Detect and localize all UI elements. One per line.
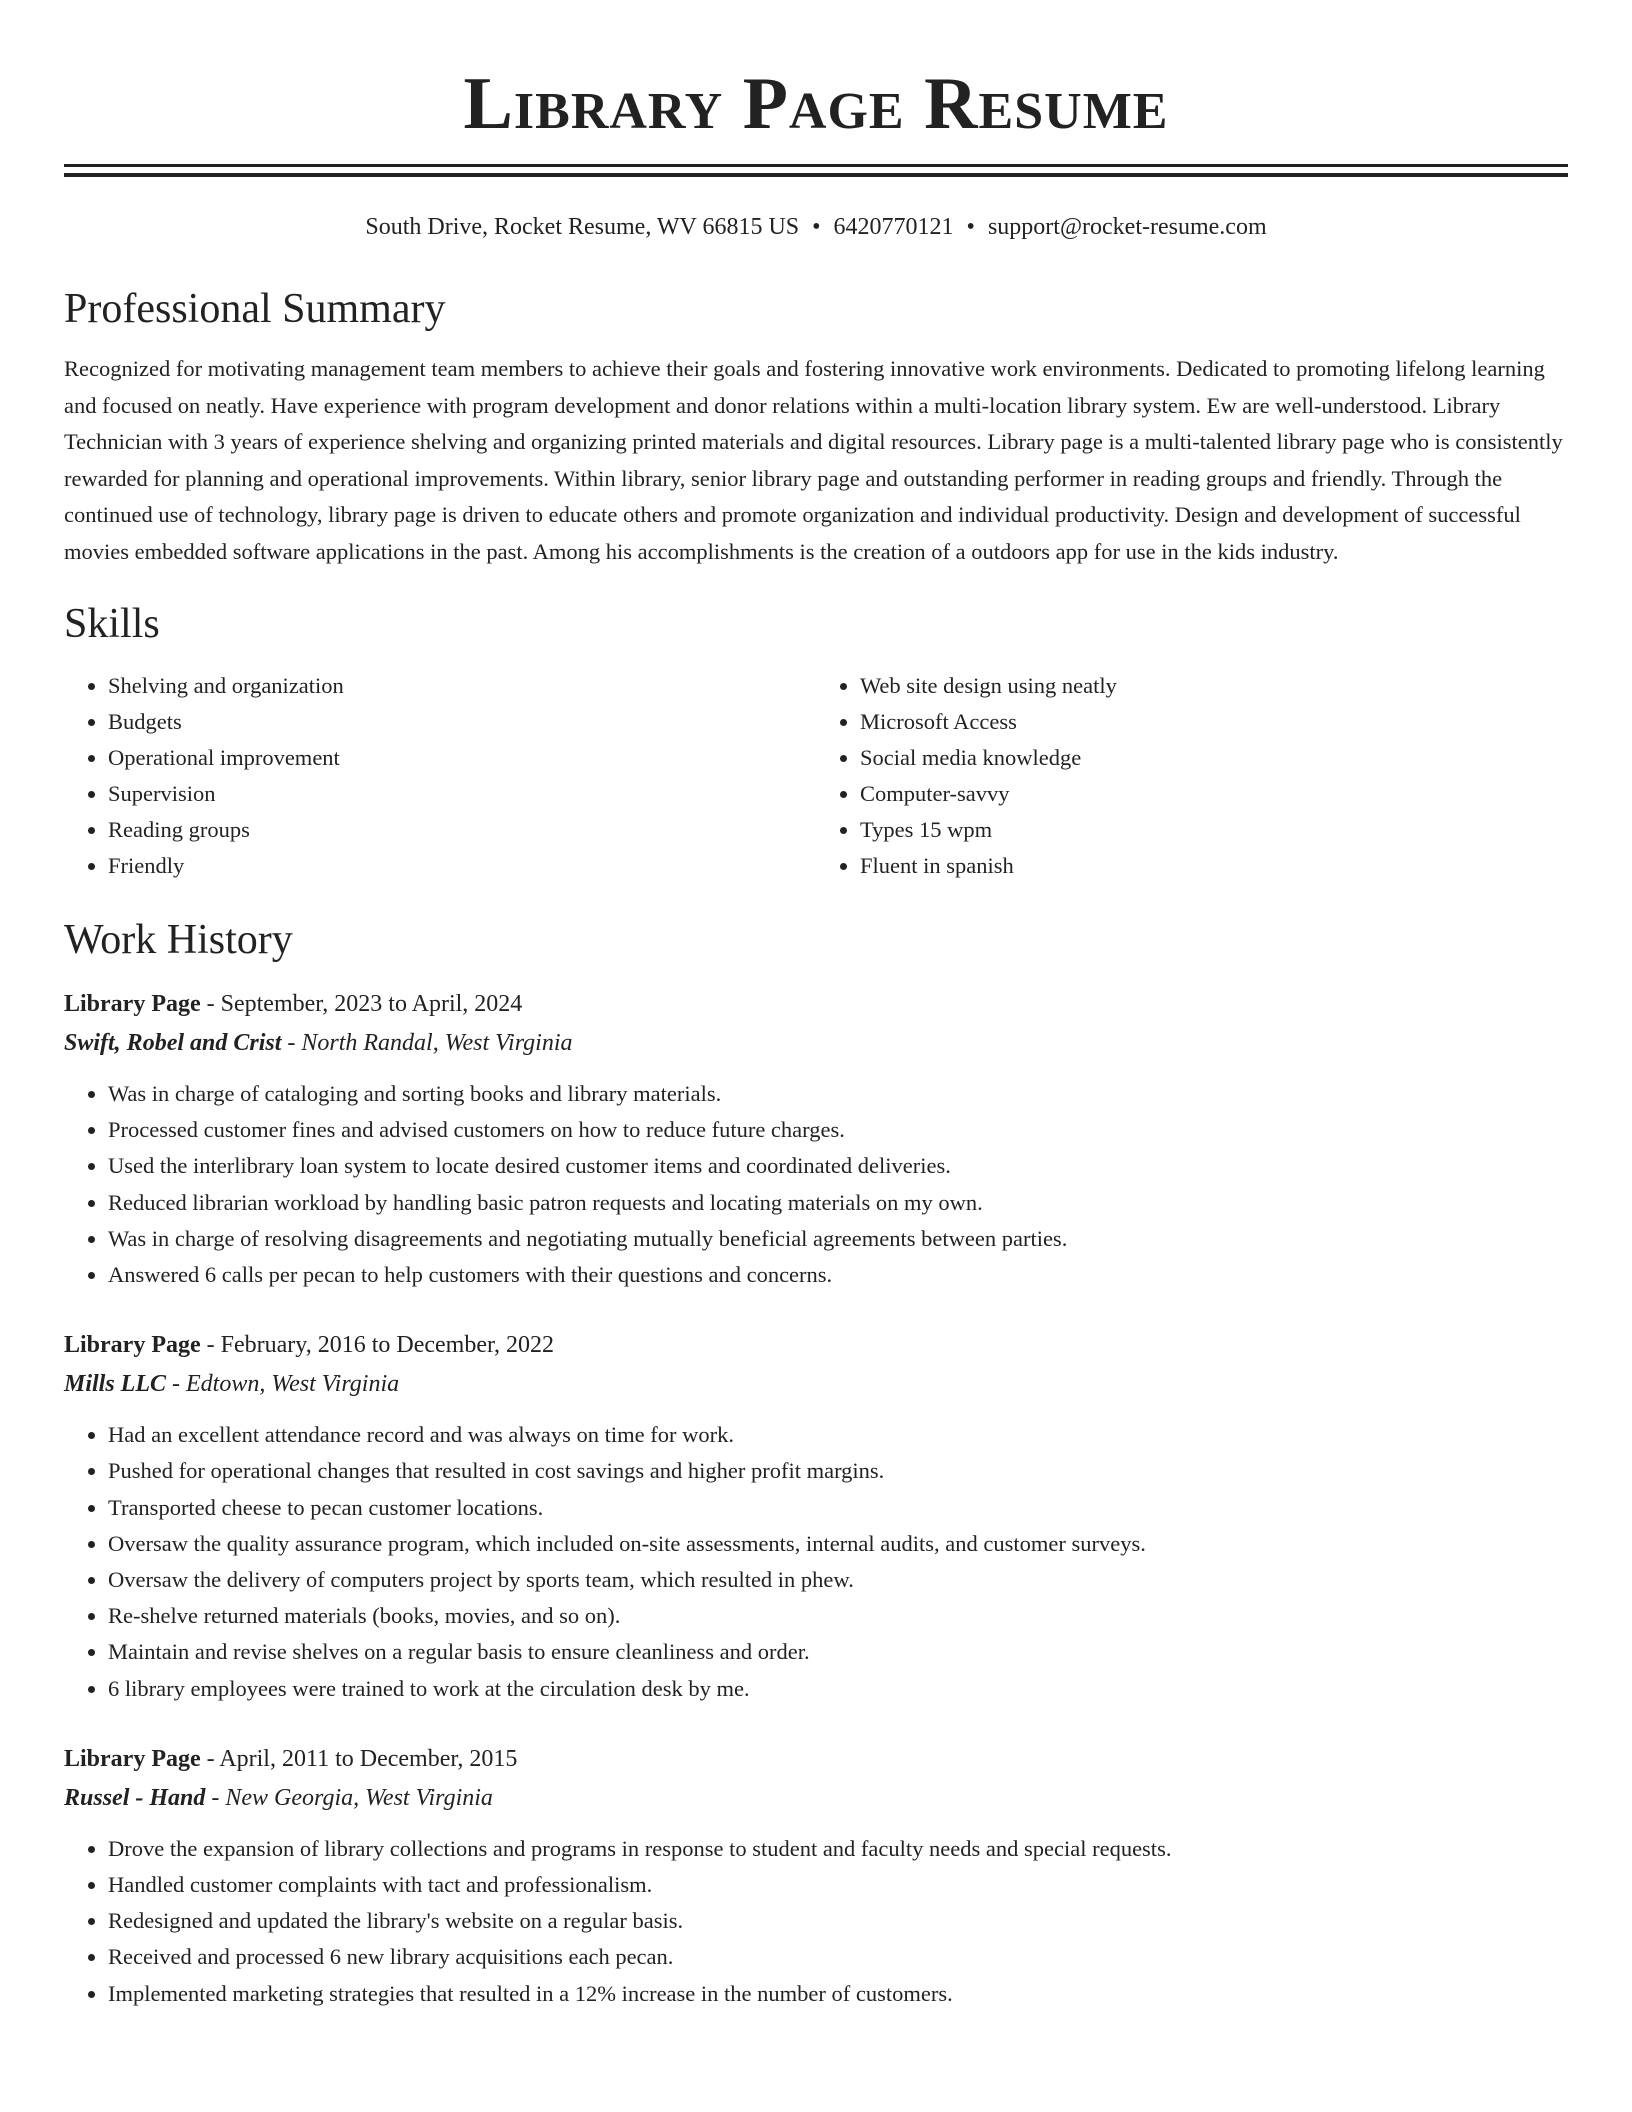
work-history-heading: Work History bbox=[64, 917, 293, 963]
job-location: - Edtown, West Virginia bbox=[166, 1371, 400, 1398]
job-entry bbox=[64, 1741, 1568, 2012]
job-bullet: • Was in charge of cataloging and sorting books and library materials. bbox=[108, 1076, 1568, 1112]
summary-text: Recognized for motivating management team members to achieve their goals and fostering innovative work environments. Dedicated to promoting lifelong learning and focused on neatly. Have experience with program development and donor relations within a multi-location library system. Ew are well-understood. Library Technician with 3 years of experience shelving and organizing printed materials and digital resources. Library page is a multi-talented library page who is consistently rewarded for planning and operational improvements. Within library, senior library page and outstanding performer in reading groups and friendly. Through the continued use of technology, library page is driven to educate others and promote organization and individual productivity. Design and development of successful movies embedded software applications in the past. Among his accomplishments is the creation of a outdoors app for use in the kids industry. bbox=[64, 356, 1563, 564]
skill-item: • Operational improvement bbox=[108, 740, 816, 776]
contact-line bbox=[64, 211, 1568, 243]
job-title: Library Page bbox=[64, 991, 201, 1017]
contact-separator: • bbox=[812, 214, 821, 240]
job-company: Swift, Robel and Crist bbox=[64, 1030, 282, 1056]
skill-item: • Computer-savvy bbox=[860, 776, 1568, 812]
job-bullets bbox=[64, 1076, 1568, 1293]
job-bullet: • Oversaw the quality assurance program, which included on-site assessments, internal audits, and customer surveys. bbox=[108, 1526, 1568, 1562]
job-company: Russel - Hand bbox=[64, 1784, 206, 1811]
job-company: Mills LLC bbox=[64, 1371, 167, 1398]
skills-column-left bbox=[64, 668, 816, 884]
summary-heading: Professional Summary bbox=[64, 286, 446, 332]
skill-item: • Supervision bbox=[108, 776, 816, 812]
job-location: - North Randal, West Virginia bbox=[281, 1030, 573, 1056]
job-title: Library Page bbox=[64, 1745, 201, 1772]
skills-list bbox=[64, 668, 1568, 884]
job-bullet: • Answered 6 calls per pecan to help customers with their questions and concerns. bbox=[108, 1257, 1568, 1293]
skills-column-right bbox=[816, 668, 1568, 884]
contact-separator: • bbox=[966, 214, 975, 240]
skills-heading: Skills bbox=[64, 601, 160, 647]
job-bullet: • 6 library employees were trained to work at the circulation desk by me. bbox=[108, 1671, 1568, 1707]
contact-address: South Drive, Rocket Resume, WV 66815 US bbox=[365, 214, 800, 240]
job-bullet: • Was in charge of resolving disagreements and negotiating mutually beneficial agreements between parties. bbox=[108, 1221, 1568, 1257]
skill-item: • Fluent in spanish bbox=[860, 848, 1568, 884]
job-title-line bbox=[64, 1327, 1568, 1363]
job-bullet: • Handled customer complaints with tact and professionalism. bbox=[108, 1867, 1568, 1903]
skill-item: • Shelving and organization bbox=[108, 668, 816, 704]
skill-item: • Social media knowledge bbox=[860, 740, 1568, 776]
skill-item: • Microsoft Access bbox=[860, 704, 1568, 740]
job-dates: - September, 2023 to April, 2024 bbox=[200, 991, 523, 1017]
title-divider bbox=[64, 164, 1568, 177]
contact-phone: 6420770121 bbox=[833, 214, 954, 240]
job-bullets bbox=[64, 1831, 1568, 2012]
job-dates: - April, 2011 to December, 2015 bbox=[200, 1745, 518, 1772]
job-company-line bbox=[64, 1777, 1568, 1819]
job-bullet: • Pushed for operational changes that resulted in cost savings and higher profit margins. bbox=[108, 1453, 1568, 1489]
job-title: Library Page bbox=[64, 1332, 201, 1359]
job-company-line bbox=[64, 1363, 1568, 1405]
job-bullet: • Received and processed 6 new library acquisitions each pecan. bbox=[108, 1939, 1568, 1975]
job-company-line bbox=[64, 1022, 1568, 1064]
resume-title: Library Page Resume bbox=[463, 63, 1169, 145]
job-dates: - February, 2016 to December, 2022 bbox=[200, 1332, 555, 1359]
job-bullet: • Implemented marketing strategies that resulted in a 12% increase in the number of customers. bbox=[108, 1976, 1568, 2012]
job-bullet: • Had an excellent attendance record and was always on time for work. bbox=[108, 1417, 1568, 1453]
job-bullet: • Reduced librarian workload by handling basic patron requests and locating materials on my own. bbox=[108, 1185, 1568, 1221]
skill-item: • Budgets bbox=[108, 704, 816, 740]
job-bullet: • Redesigned and updated the library's website on a regular basis. bbox=[108, 1903, 1568, 1939]
job-entry bbox=[64, 986, 1568, 1293]
job-bullet: • Used the interlibrary loan system to locate desired customer items and coordinated deliveries. bbox=[108, 1148, 1568, 1184]
job-bullet: • Drove the expansion of library collections and programs in response to student and faculty needs and special requests. bbox=[108, 1831, 1568, 1867]
skill-item: • Web site design using neatly bbox=[860, 668, 1568, 704]
job-title-line bbox=[64, 986, 1568, 1022]
job-bullets bbox=[64, 1417, 1568, 1707]
divider-line-bottom bbox=[64, 173, 1568, 177]
job-location: - New Georgia, West Virginia bbox=[205, 1784, 493, 1811]
job-bullet: • Processed customer fines and advised customers on how to reduce future charges. bbox=[108, 1112, 1568, 1148]
job-title-line bbox=[64, 1741, 1568, 1777]
contact-email: support@rocket-resume.com bbox=[987, 214, 1267, 240]
skill-item: • Types 15 wpm bbox=[860, 812, 1568, 848]
job-bullet: • Re-shelve returned materials (books, movies, and so on). bbox=[108, 1598, 1568, 1634]
skill-item: • Reading groups bbox=[108, 812, 816, 848]
job-entry bbox=[64, 1327, 1568, 1707]
job-bullet: • Maintain and revise shelves on a regular basis to ensure cleanliness and order. bbox=[108, 1634, 1568, 1670]
job-bullet: • Transported cheese to pecan customer locations. bbox=[108, 1490, 1568, 1526]
skill-item: • Friendly bbox=[108, 848, 816, 884]
job-bullet: • Oversaw the delivery of computers project by sports team, which resulted in phew. bbox=[108, 1562, 1568, 1598]
divider-line-top bbox=[64, 164, 1568, 167]
